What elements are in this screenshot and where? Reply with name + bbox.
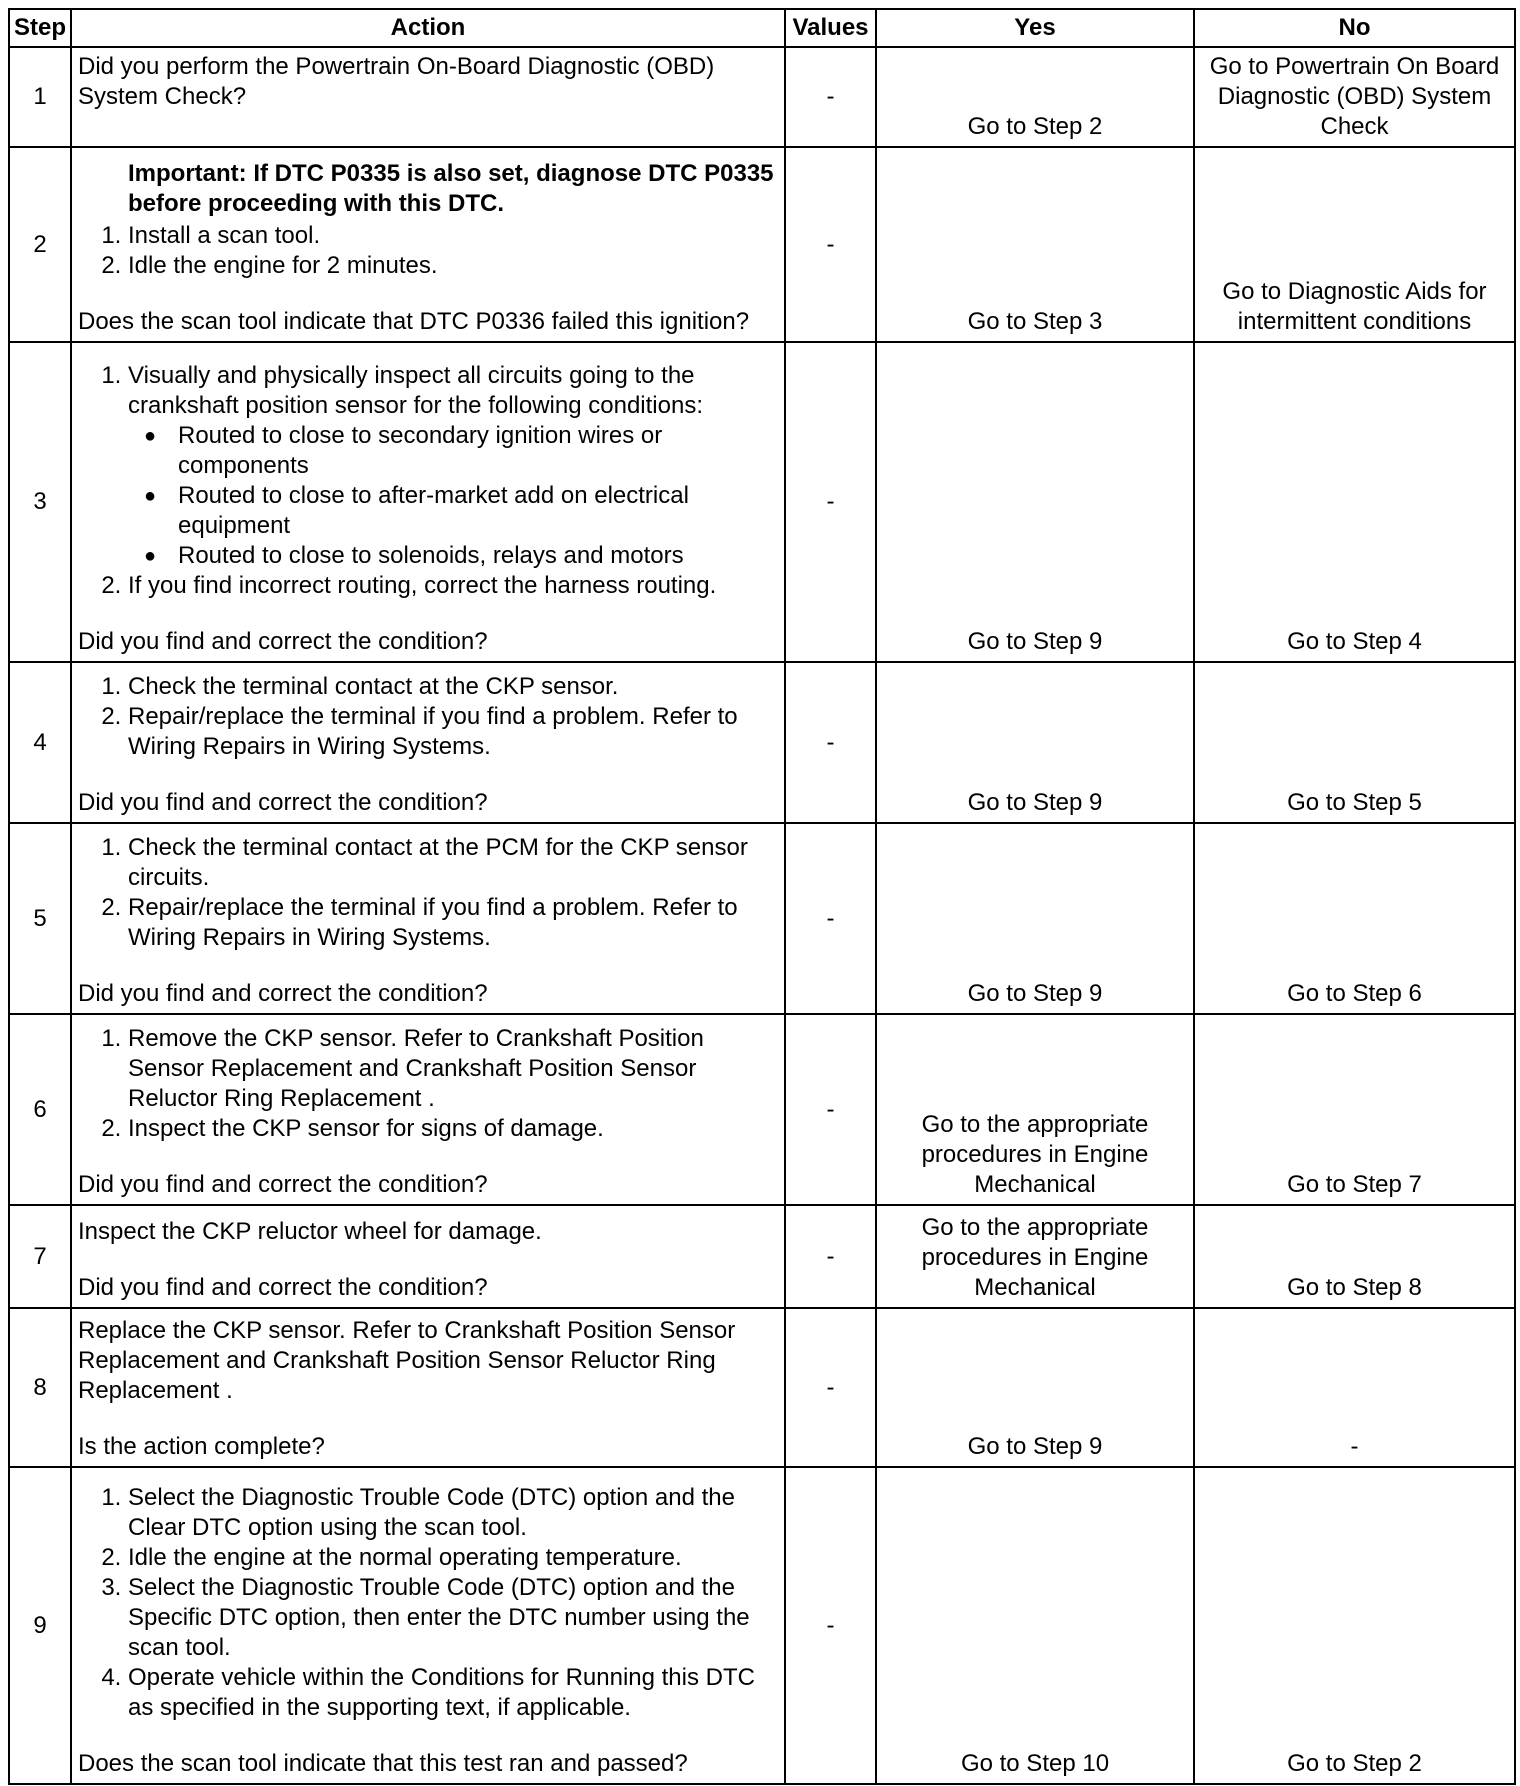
yes-cell: Go to Step 9 bbox=[876, 342, 1194, 662]
action-cell bbox=[71, 1467, 785, 1784]
question-text: Did you find and correct the condition? bbox=[78, 1171, 488, 1198]
table-row-step-8 bbox=[9, 1308, 1515, 1467]
procedure-item: 2. Idle the engine at the normal operating temperature. bbox=[128, 1543, 778, 1573]
important-note: Important: If DTC P0335 is also set, diagnose DTC P0335 before proceeding with this DTC. bbox=[128, 160, 774, 217]
action-cell bbox=[71, 47, 785, 147]
procedure-item: 3. Select the Diagnostic Trouble Code (DTC) option and the Specific DTC option, then enter the DTC number using the scan tool. bbox=[128, 1573, 778, 1663]
step-number: 1 bbox=[9, 47, 71, 147]
values-cell: - bbox=[785, 342, 876, 662]
procedure-list bbox=[78, 361, 778, 601]
values-cell: - bbox=[785, 1014, 876, 1205]
action-cell bbox=[71, 147, 785, 342]
header-step: Step bbox=[9, 9, 71, 47]
no-cell: Go to Step 2 bbox=[1194, 1467, 1515, 1784]
step-number: 6 bbox=[9, 1014, 71, 1205]
question-text: Did you find and correct the condition? bbox=[78, 789, 488, 816]
question-text: Did you find and correct the condition? bbox=[78, 628, 488, 655]
procedure-list bbox=[78, 1483, 778, 1723]
question-text: Is the action complete? bbox=[78, 1433, 325, 1460]
no-cell: Go to Diagnostic Aids for intermittent conditions bbox=[1194, 147, 1515, 342]
action-cell bbox=[71, 823, 785, 1014]
step-number: 8 bbox=[9, 1308, 71, 1467]
values-cell: - bbox=[785, 662, 876, 823]
action-cell bbox=[71, 1205, 785, 1308]
step-number: 5 bbox=[9, 823, 71, 1014]
procedure-item: 2. Inspect the CKP sensor for signs of damage. bbox=[128, 1114, 778, 1144]
yes-cell: Go to Step 3 bbox=[876, 147, 1194, 342]
procedure-item: 1. Check the terminal contact at the PCM for the CKP sensor circuits. bbox=[128, 833, 778, 893]
table-row-step-9 bbox=[9, 1467, 1515, 1784]
procedure-item bbox=[128, 361, 778, 571]
action-text: Did you perform the Powertrain On-Board Diagnostic (OBD) System Check? bbox=[78, 53, 715, 110]
table-row-step-3 bbox=[9, 342, 1515, 662]
yes-cell: Go to the appropriate procedures in Engine Mechanical bbox=[876, 1205, 1194, 1308]
action-cell bbox=[71, 1308, 785, 1467]
procedure-item-text: Visually and physically inspect all circuits going to the crankshaft position sensor for the following conditions: bbox=[128, 362, 703, 419]
procedure-item: 1. Remove the CKP sensor. Refer to Crankshaft Position Sensor Replacement and Crankshaft Position Sensor Reluctor Ring Replacement . bbox=[128, 1024, 778, 1114]
header-row bbox=[9, 9, 1515, 47]
no-cell: Go to Step 4 bbox=[1194, 342, 1515, 662]
procedure-item: 2. If you find incorrect routing, correct the harness routing. bbox=[128, 571, 778, 601]
action-cell bbox=[71, 342, 785, 662]
procedure-item: 1. Check the terminal contact at the CKP sensor. bbox=[128, 672, 778, 702]
yes-cell: Go to Step 2 bbox=[876, 47, 1194, 147]
condition-item: ● Routed to close to secondary ignition wires or components bbox=[178, 421, 778, 481]
action-cell bbox=[71, 1014, 785, 1205]
table-row-step-6 bbox=[9, 1014, 1515, 1205]
condition-item: ● Routed to close to solenoids, relays and motors bbox=[178, 541, 778, 571]
procedure-item: 2. Repair/replace the terminal if you find a problem. Refer to Wiring Repairs in Wiring Systems. bbox=[128, 702, 778, 762]
values-cell: - bbox=[785, 47, 876, 147]
no-cell: Go to Step 7 bbox=[1194, 1014, 1515, 1205]
action-text: Inspect the CKP reluctor wheel for damage. bbox=[78, 1218, 542, 1245]
yes-cell: Go to the appropriate procedures in Engine Mechanical bbox=[876, 1014, 1194, 1205]
table-row-step-5 bbox=[9, 823, 1515, 1014]
question-text: Does the scan tool indicate that this test ran and passed? bbox=[78, 1750, 688, 1777]
procedure-item: 4. Operate vehicle within the Conditions for Running this DTC as specified in the supporting text, if applicable. bbox=[128, 1663, 778, 1723]
header-no: No bbox=[1194, 9, 1515, 47]
no-cell: Go to Step 5 bbox=[1194, 662, 1515, 823]
procedure-item: 2. Idle the engine for 2 minutes. bbox=[128, 251, 778, 281]
step-number: 4 bbox=[9, 662, 71, 823]
no-cell: Go to Powertrain On Board Diagnostic (OBD) System Check bbox=[1194, 47, 1515, 147]
step-number: 9 bbox=[9, 1467, 71, 1784]
table-row-step-7 bbox=[9, 1205, 1515, 1308]
question-text: Did you find and correct the condition? bbox=[78, 980, 488, 1007]
action-cell bbox=[71, 662, 785, 823]
no-cell: Go to Step 8 bbox=[1194, 1205, 1515, 1308]
header-yes: Yes bbox=[876, 9, 1194, 47]
values-cell: - bbox=[785, 147, 876, 342]
table-row-step-1 bbox=[9, 47, 1515, 147]
yes-cell: Go to Step 9 bbox=[876, 1308, 1194, 1467]
diagnostic-table bbox=[8, 8, 1516, 1785]
values-cell: - bbox=[785, 1308, 876, 1467]
yes-cell: Go to Step 9 bbox=[876, 823, 1194, 1014]
question-text: Did you find and correct the condition? bbox=[78, 1274, 488, 1301]
no-cell: - bbox=[1194, 1308, 1515, 1467]
procedure-item: 1. Select the Diagnostic Trouble Code (DTC) option and the Clear DTC option using the scan tool. bbox=[128, 1483, 778, 1543]
procedure-item: 2. Repair/replace the terminal if you find a problem. Refer to Wiring Repairs in Wiring Systems. bbox=[128, 893, 778, 953]
values-cell: - bbox=[785, 1205, 876, 1308]
header-values: Values bbox=[785, 9, 876, 47]
procedure-list bbox=[78, 221, 778, 281]
procedure-list bbox=[78, 672, 778, 762]
table-row-step-2 bbox=[9, 147, 1515, 342]
values-cell: - bbox=[785, 1467, 876, 1784]
conditions-list bbox=[128, 421, 778, 571]
action-text: Replace the CKP sensor. Refer to Crankshaft Position Sensor Replacement and Crankshaft Position Sensor Reluctor Ring Replacement . bbox=[78, 1317, 736, 1404]
yes-cell: Go to Step 9 bbox=[876, 662, 1194, 823]
procedure-item: 1. Install a scan tool. bbox=[128, 221, 778, 251]
condition-item: ● Routed to close to after-market add on electrical equipment bbox=[178, 481, 778, 541]
step-number: 7 bbox=[9, 1205, 71, 1308]
step-number: 3 bbox=[9, 342, 71, 662]
no-cell: Go to Step 6 bbox=[1194, 823, 1515, 1014]
table-row-step-4 bbox=[9, 662, 1515, 823]
header-action: Action bbox=[71, 9, 785, 47]
question-text: Does the scan tool indicate that DTC P0336 failed this ignition? bbox=[78, 308, 750, 335]
yes-cell: Go to Step 10 bbox=[876, 1467, 1194, 1784]
procedure-list bbox=[78, 1024, 778, 1144]
step-number: 2 bbox=[9, 147, 71, 342]
procedure-list bbox=[78, 833, 778, 953]
values-cell: - bbox=[785, 823, 876, 1014]
